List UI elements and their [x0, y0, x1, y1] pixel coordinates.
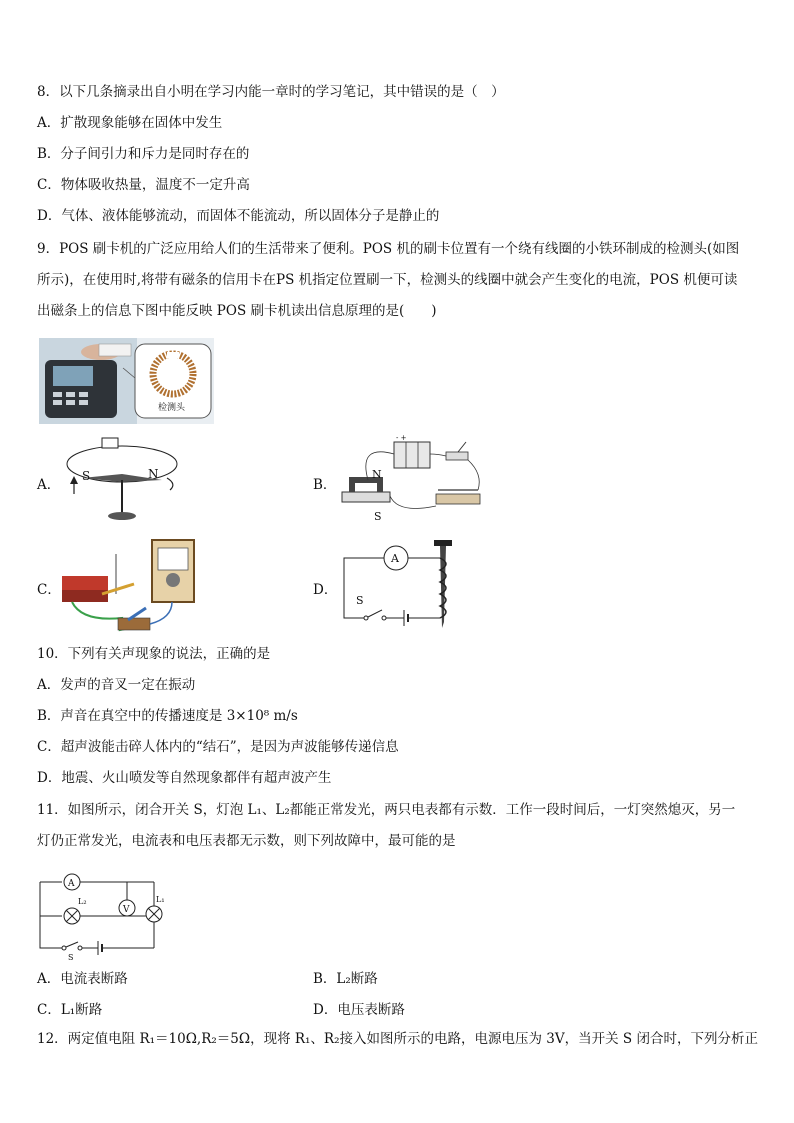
- q11-lamp-l1-label: L₁: [156, 895, 165, 904]
- q9-stem-line3: 出磁条上的信息下图中能反映 POS 刷卡机读出信息原理的是( ): [37, 303, 437, 319]
- q11-stem-line1: 11．如图所示，闭合开关 S，灯泡 L₁、L₂都能正常发光，两只电表都有示数．工作一段时间后，一灯突然熄灭，另一: [37, 802, 736, 818]
- q9-figure-c: [62, 538, 202, 636]
- q8-option-c: C．物体吸收热量，温度不一定升高: [37, 177, 250, 193]
- q9-option-a-label: A．: [37, 477, 61, 493]
- q9-option-b-label: B．: [313, 477, 337, 493]
- q9-stem-line1: 9．POS 刷卡机的广泛应用给人们的生活带来了便利。POS 机的刷卡位置有一个绕有线圈的小铁环制成的检测头(如图: [37, 241, 740, 257]
- q9-option-d-label: D．: [313, 582, 338, 598]
- q8-option-b: B．分子间引力和斥力是同时存在的: [37, 146, 250, 162]
- fig-d-switch-s: S: [356, 594, 364, 607]
- q8-option-d: D．气体、液体能够流动，而固体不能流动，所以固体分子是静止的: [37, 208, 440, 224]
- q9-figure-a: [62, 436, 192, 524]
- q11-circuit-diagram: [38, 870, 168, 960]
- q8-option-a: A．扩散现象能够在固体中发生: [37, 115, 223, 131]
- q9-option-c-label: C．: [37, 582, 61, 598]
- q10-option-d: D．地震、火山喷发等自然现象都伴有超声波产生: [37, 770, 332, 786]
- fig-d-ammeter-a: A: [391, 552, 399, 565]
- q10-option-c: C．超声波能击碎人体内的“结石”，是因为声波能够传递信息: [37, 739, 399, 755]
- q9-figure-b: [338, 434, 488, 528]
- q11-option-c: C．L₁断路: [37, 1002, 103, 1018]
- q9-figure-d: [340, 538, 470, 630]
- svg-text:- +: - +: [396, 434, 407, 442]
- fig-a-s-label: S: [82, 469, 91, 483]
- q10-option-b: B．声音在真空中的传播速度是 3×10⁸ m/s: [37, 708, 298, 724]
- q11-option-a: A．电流表断路: [37, 971, 128, 987]
- fig-b-s-label: S: [374, 510, 382, 523]
- q11-switch-s-label: S: [68, 953, 74, 960]
- q11-voltmeter-v: V: [123, 905, 130, 915]
- fig-b-n-label: N: [372, 468, 382, 481]
- pos-machine-photo: [39, 338, 214, 424]
- detection-head-label: 检测头: [158, 403, 186, 413]
- q9-stem-line2: 所示)，在使用时,将带有磁条的信用卡在PS 机指定位置刷一下，检测头的线圈中就会产生变化的电流，POS 机便可读: [37, 272, 738, 288]
- q8-stem: 8．以下几条摘录出自小明在学习内能一章时的学习笔记，其中错误的是（ ）: [37, 84, 505, 100]
- q11-option-b: B．L₂断路: [313, 971, 378, 987]
- fig-a-n-label: N: [148, 467, 159, 481]
- q11-ammeter-a: A: [68, 879, 75, 889]
- q10-option-a: A．发声的音叉一定在振动: [37, 677, 196, 693]
- q11-option-d: D．电压表断路: [313, 1002, 405, 1018]
- q11-lamp-l2-label: L₂: [78, 897, 87, 906]
- q12-stem-line1: 12．两定值电阻 R₁＝10Ω,R₂＝5Ω，现将 R₁、R₂接入如图所示的电路，电源电压为 3V，当开关 S 闭合时，下列分析正: [37, 1031, 758, 1047]
- q10-stem: 10．下列有关声现象的说法，正确的是: [37, 646, 271, 662]
- q11-stem-line2: 灯仍正常发光，电流表和电压表都无示数，则下列故障中，最可能的是: [37, 833, 456, 849]
